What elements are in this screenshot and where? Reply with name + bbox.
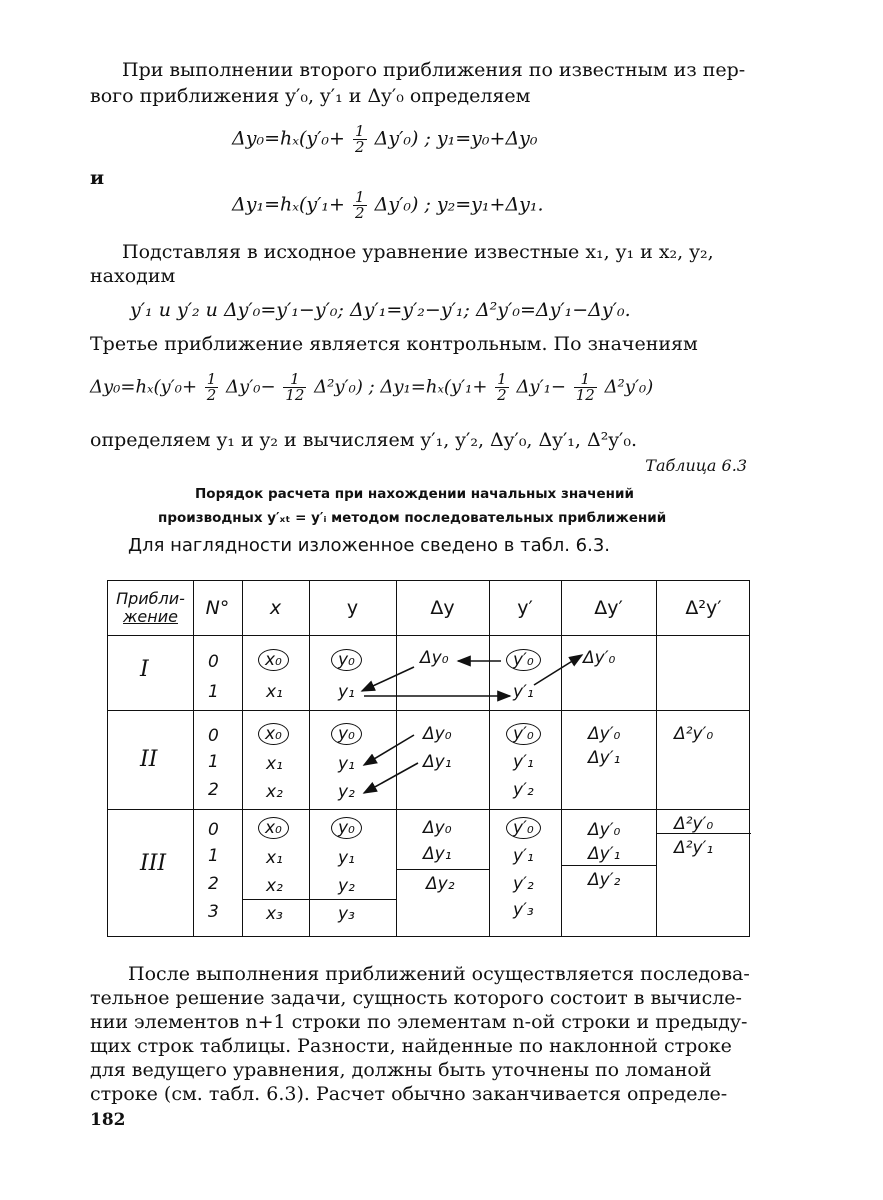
y0-circled: y₀: [331, 723, 362, 745]
arrow-dy1-to-y2-II: [364, 763, 418, 793]
x2-cell: x₂: [266, 876, 283, 896]
yp2-cell: y′₂: [513, 780, 534, 800]
para5-line1: После выполнения приближений осуществляется последова-: [128, 963, 750, 985]
x0-circled: x₀: [258, 649, 289, 671]
yp0-circled: y′₀: [506, 817, 541, 839]
yp2-cell: y′₂: [513, 874, 534, 894]
dyp1-cell: Δy′₁: [588, 844, 621, 864]
para5-line2: тельное решение задачи, сущность которого состоит в вычисле-: [90, 987, 742, 1009]
equation-3: y′₁ и y′₂ и Δy′₀=y′₁−y′₀; Δy′₁=y′₂−y′₁; Δ²y′₀=Δy′₁−Δy′₀.: [130, 299, 631, 321]
yp1-cell: y′₁: [513, 682, 534, 702]
row-number: 0: [208, 820, 219, 840]
y0-circled: y₀: [331, 649, 362, 671]
row-number: 0: [208, 652, 219, 672]
eq4-fraction-2: $\frac{1}{12}$: [285, 370, 305, 404]
yp1-cell: y′₁: [513, 846, 534, 866]
dyp0-cell: Δy′₀: [588, 724, 621, 744]
dyp0-cell: Δy′₀: [583, 648, 616, 668]
eq4-part1: Δy₀=hₓ(y′₀+: [90, 376, 198, 398]
para3-line2: определяем y₁ и y₂ и вычисляем y′₁, y′₂, Δy′₀, Δy′₁, Δ²y′₀.: [90, 429, 638, 451]
para2-line1: Подставляя в исходное уравнение известные x₁, y₁ и x₂, y₂,: [122, 241, 714, 263]
eq4-fraction-1: $\frac{1}{2}$: [206, 370, 217, 404]
dy1-cell: Δy₁: [423, 752, 452, 772]
dyp0-cell: Δy′₀: [588, 820, 621, 840]
para5-line6: строке (см. табл. 6.3). Расчет обычно заканчивается определе-: [90, 1083, 728, 1105]
header-delta2-y-prime: Δ²y′: [685, 597, 722, 619]
yp0-circled: y′₀: [506, 723, 541, 745]
table-caption-line1: Порядок расчета при нахождении начальных значений: [195, 486, 634, 502]
para5-line3: нии элементов n+1 строки по элементам n-ой строки и предыду-: [90, 1011, 748, 1033]
arrow-dy0-to-y1-II: [364, 735, 414, 765]
group-label-III: III: [140, 851, 167, 876]
x1-cell: x₁: [266, 848, 283, 868]
y2-cell: y₂: [338, 782, 355, 802]
header-y-prime: y′: [517, 597, 533, 619]
eq2-fraction: $\frac{1}{2}$: [355, 188, 365, 222]
x2-cell: x₂: [266, 782, 283, 802]
yp3-cell: y′₃: [513, 900, 534, 920]
row-number: 0: [208, 726, 219, 746]
para2-line2: находим: [90, 265, 176, 287]
y3-cell: y₃: [338, 904, 355, 924]
eq4-part3: Δ²y′₀) ; Δy₁=hₓ(y′₁+: [314, 376, 488, 398]
eq4-part4: Δy′₁−: [516, 376, 566, 398]
eq4-fraction-4: $\frac{1}{12}$: [575, 370, 595, 404]
d2yp1-cell: Δ²y′₁: [674, 838, 714, 858]
row-number: 3: [208, 902, 219, 922]
row-number: 2: [208, 780, 219, 800]
y0-circled: y₀: [331, 817, 362, 839]
page-number: 182: [90, 1110, 126, 1130]
y2-cell: y₂: [338, 876, 355, 896]
d2yp0-cell: Δ²y′₀: [674, 814, 714, 834]
row-number: 1: [208, 846, 219, 866]
header-approximation-line2: жение: [123, 607, 178, 626]
eq2-left: Δy₁=hₓ(y′₁+: [232, 193, 345, 216]
dyp2-cell: Δy′₂: [588, 870, 621, 890]
eq4-part2: Δy′₀−: [226, 376, 276, 398]
row-number: 1: [208, 752, 219, 772]
calculation-arrows: [108, 581, 751, 938]
x1-cell: x₁: [266, 754, 283, 774]
eq4-part5: Δ²y′₀): [604, 376, 654, 398]
para3-line1: Третье приближение является контрольным. По значениям: [90, 333, 698, 355]
para4: Для наглядности изложенное сведено в табл. 6.3.: [128, 535, 611, 556]
equation-1: [232, 124, 538, 155]
para1-line2: вого приближения y′₀, y′₁ и Δy′₀ определяем: [90, 85, 531, 107]
para5-line5: для ведущего уравнения, должны быть уточнены по ломаной: [90, 1059, 712, 1081]
equation-2: [232, 190, 544, 221]
and-word: и: [90, 167, 105, 189]
dy0-cell: Δy₀: [423, 724, 452, 744]
x3-cell: x₃: [266, 904, 283, 924]
dy0-cell: Δy₀: [420, 648, 449, 668]
y1-cell: y₁: [338, 682, 355, 702]
yp1-cell: y′₁: [513, 752, 534, 772]
para5-line4: щих строк таблицы. Разности, найденные по наклонной строке: [90, 1035, 732, 1057]
header-approximation-line1: Прибли-: [116, 589, 185, 608]
header-delta-y-prime: Δy′: [594, 597, 623, 619]
dyp1-cell: Δy′₁: [588, 748, 621, 768]
eq2-tail: Δy′₀) ; y₂=y₁+Δy₁.: [374, 193, 544, 216]
row-number: 1: [208, 682, 219, 702]
header-x: x: [269, 597, 282, 619]
eq1-tail: Δy′₀) ; y₁=y₀+Δy₀: [374, 127, 538, 150]
x0-circled: x₀: [258, 723, 289, 745]
dy1-cell: Δy₁: [423, 844, 452, 864]
x0-circled: x₀: [258, 817, 289, 839]
dy2-cell: Δy₂: [426, 874, 455, 894]
x1-cell: x₁: [266, 682, 283, 702]
header-y: y: [346, 597, 359, 619]
para1-line1: При выполнении второго приближения по известным из пер-: [122, 59, 746, 81]
table-label: Таблица 6.3: [645, 456, 747, 475]
eq1-fraction: $\frac{1}{2}$: [355, 122, 365, 156]
row-number: 2: [208, 874, 219, 894]
equation-4: [90, 372, 653, 403]
arrow-dy0-to-y1: [362, 667, 414, 691]
dy0-cell: Δy₀: [423, 818, 452, 838]
group-label-II: II: [140, 747, 158, 772]
header-delta-y: Δy: [430, 597, 455, 619]
d2yp0-cell: Δ²y′₀: [674, 724, 714, 744]
y1-cell: y₁: [338, 754, 355, 774]
y1-cell: y₁: [338, 848, 355, 868]
approximation-table: [107, 580, 750, 937]
header-number: N°: [205, 597, 230, 619]
eq4-fraction-3: $\frac{1}{2}$: [497, 370, 507, 404]
eq1-left: Δy₀=hₓ(y′₀+: [232, 127, 345, 150]
group-label-I: I: [140, 657, 149, 682]
arrow-yp1-to-dyp0: [534, 655, 582, 685]
yp0-circled: y′₀: [506, 649, 541, 671]
table-caption-line2: производных y′ₓₜ = y′ᵢ методом последовательных приближений: [158, 510, 667, 526]
